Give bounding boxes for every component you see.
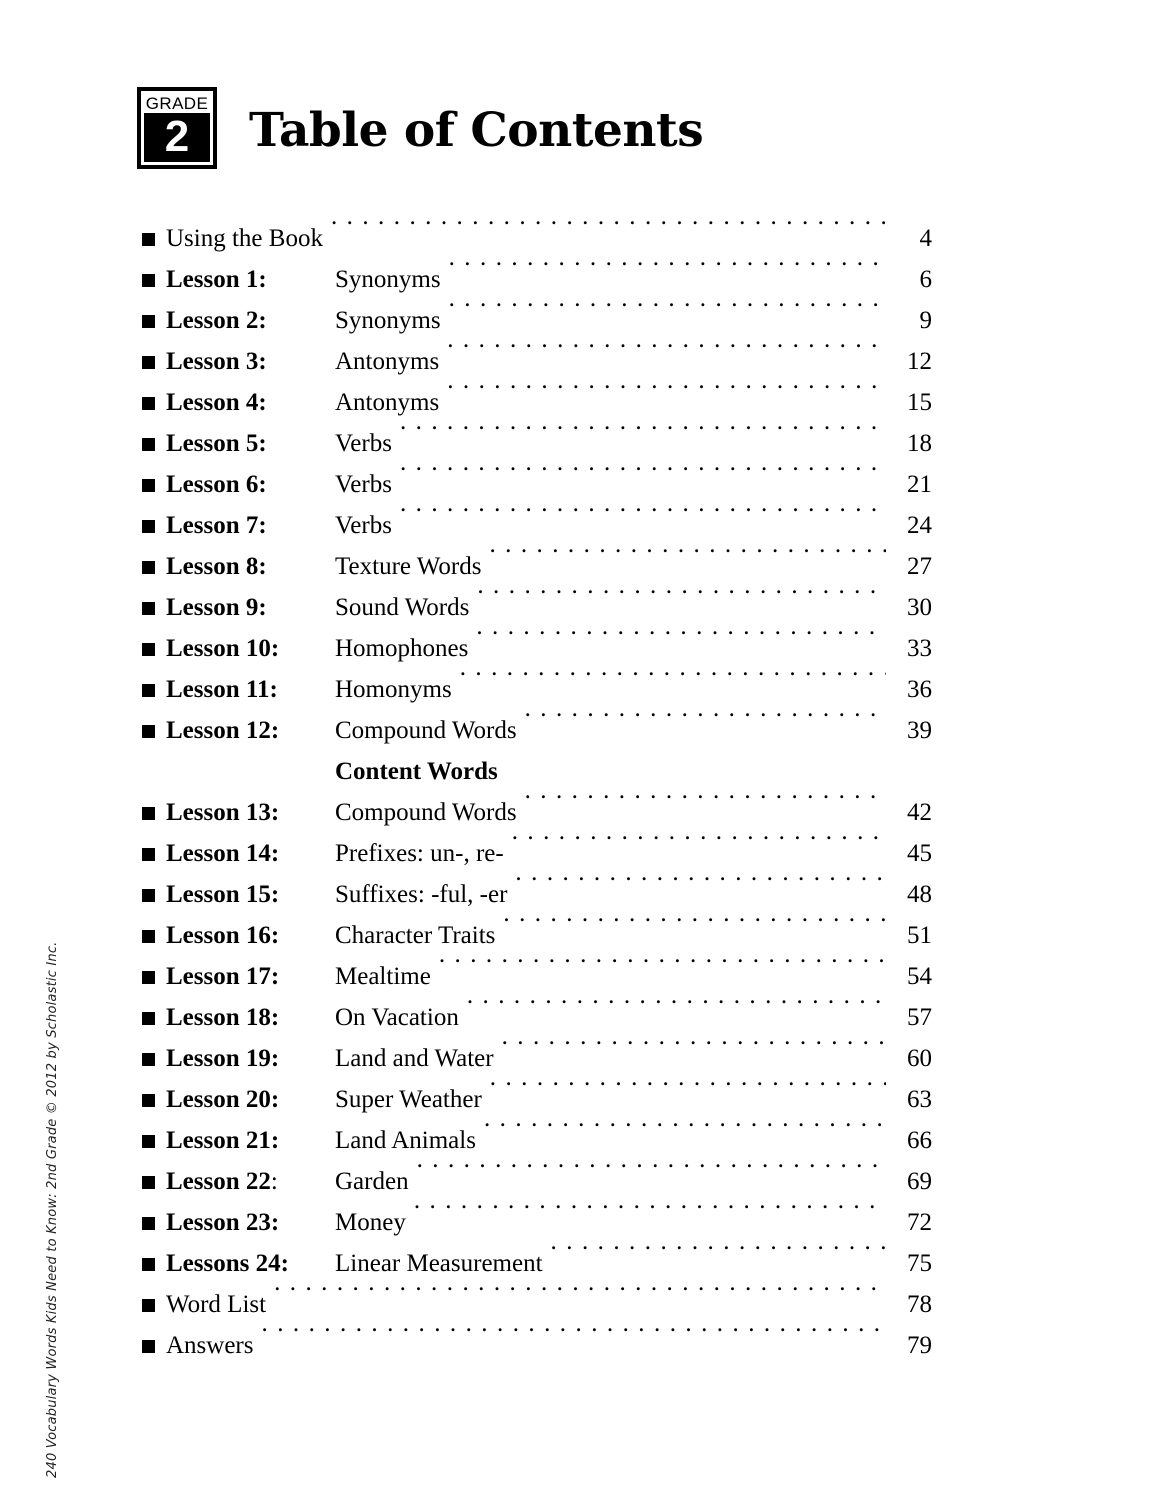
- toc-entry-title: Prefixes: un-, re-: [335, 840, 504, 867]
- toc-entry-title: Land and Water: [335, 1045, 494, 1072]
- copyright-text: 240 Vocabulary Words Kids Need to Know: 2nd Grade © 2012 by Scholastic Inc.: [45, 941, 60, 1478]
- toc-page-number: 42: [907, 799, 932, 826]
- toc-entry-title: On Vacation: [335, 1004, 459, 1031]
- leader-dots: [274, 1271, 886, 1312]
- toc-entry-label: Lesson 17:: [166, 963, 280, 990]
- toc-page-number: 60: [907, 1045, 932, 1072]
- toc-entry-label: Answers: [166, 1332, 254, 1359]
- square-bullet-icon: [142, 1080, 166, 1121]
- square-bullet-icon: [142, 711, 166, 752]
- square-bullet-icon: [142, 301, 166, 342]
- leader-dots: [484, 1107, 886, 1148]
- toc-entry-title: Linear Measurement: [335, 1250, 543, 1277]
- leader-dots: [439, 943, 886, 984]
- toc-entry-label: Lesson 13:: [166, 799, 280, 826]
- leader-dots: [460, 656, 886, 697]
- toc-entry-label: Lesson 22:: [166, 1168, 278, 1195]
- toc-page-number: 27: [907, 553, 932, 580]
- toc-page-number: 24: [907, 512, 932, 539]
- leader-dots: [525, 779, 886, 820]
- toc-entry-title: Compound Words: [335, 799, 517, 826]
- page-header: [137, 87, 703, 169]
- square-bullet-icon: [142, 629, 166, 670]
- leader-dots: [417, 1148, 886, 1189]
- toc-page-number: 75: [907, 1250, 932, 1277]
- toc-entry-label: Word List: [166, 1291, 267, 1318]
- leader-dots: [331, 205, 886, 246]
- toc-page-number: 79: [907, 1332, 932, 1359]
- toc-entry-title: Verbs: [335, 512, 392, 539]
- square-bullet-icon: [142, 793, 166, 834]
- toc-entry-label: Lesson 10:: [166, 635, 280, 662]
- toc-entry-label: Lesson 20:: [166, 1086, 280, 1113]
- square-bullet-icon: [142, 957, 166, 998]
- toc-page-number: 6: [919, 266, 932, 293]
- toc-entry-label: Lesson 14:: [166, 840, 280, 867]
- toc-entry-title: Sound Words: [335, 594, 470, 621]
- toc-page-number: 78: [907, 1291, 932, 1318]
- toc-page-number: 18: [907, 430, 932, 457]
- toc-entry-title: Mealtime: [335, 963, 431, 990]
- leader-dots: [551, 1230, 886, 1271]
- leader-dots: [449, 246, 886, 287]
- page-title: Table of Contents: [249, 103, 704, 158]
- square-bullet-icon: [142, 465, 166, 506]
- toc-entry-label: Lesson 15:: [166, 881, 280, 908]
- toc-entry-title: Synonyms: [335, 307, 441, 334]
- toc-page-number: 30: [907, 594, 932, 621]
- square-bullet-icon: [142, 342, 166, 383]
- toc-entry-title: Synonyms: [335, 266, 441, 293]
- leader-dots: [476, 615, 886, 656]
- leader-dots: [447, 328, 886, 369]
- toc-entry-label: Lesson 9:: [166, 594, 267, 621]
- table-of-contents: [142, 205, 932, 1359]
- toc-entry-title: Compound Words: [335, 717, 517, 744]
- square-bullet-icon: [142, 383, 166, 424]
- square-bullet-icon: [142, 916, 166, 957]
- toc-entry-title: Suffixes: -ful, -er: [335, 881, 508, 908]
- leader-dots: [447, 369, 886, 410]
- leader-dots: [512, 820, 886, 861]
- toc-entry-label: Lessons 24:: [166, 1250, 289, 1277]
- square-bullet-icon: [142, 998, 166, 1039]
- toc-page-number: 54: [907, 963, 932, 990]
- toc-entry-title: Verbs: [335, 430, 392, 457]
- toc-entry-title: Garden: [335, 1168, 409, 1195]
- toc-entry-label: Lesson 8:: [166, 553, 267, 580]
- section-heading-text: Content Words: [335, 758, 498, 785]
- leader-dots: [525, 697, 886, 738]
- toc-entry-label: Lesson 7:: [166, 512, 267, 539]
- square-bullet-icon: [142, 670, 166, 711]
- copyright-sidebar: [0, 0, 60, 1500]
- toc-entry-title: Verbs: [335, 471, 392, 498]
- square-bullet-icon: [142, 260, 166, 301]
- grade-badge-word: GRADE: [145, 94, 209, 113]
- toc-page-number: 9: [919, 307, 932, 334]
- toc-entry-label: Lesson 21:: [166, 1127, 280, 1154]
- toc-entry-title: Money: [335, 1209, 406, 1236]
- square-bullet-icon: [142, 1244, 166, 1285]
- toc-entry[interactable]: [142, 779, 932, 826]
- toc-entry-title: Super Weather: [335, 1086, 482, 1113]
- leader-dots: [400, 410, 886, 451]
- grade-badge-number: 2: [144, 113, 210, 162]
- toc-page-number: 72: [907, 1209, 932, 1236]
- toc-entry-label: Lesson 11:: [166, 676, 278, 703]
- toc-entry-title: Homonyms: [335, 676, 452, 703]
- leader-dots: [502, 1025, 886, 1066]
- toc-entry-label: Lesson 2:: [166, 307, 267, 334]
- toc-entry-title: Antonyms: [335, 389, 440, 416]
- leader-dots: [489, 533, 886, 574]
- toc-page-number: 66: [907, 1127, 932, 1154]
- square-bullet-icon: [142, 1121, 166, 1162]
- leader-dots: [490, 1066, 886, 1107]
- toc-entry-label: Lesson 19:: [166, 1045, 280, 1072]
- toc-entry-label: Lesson 5:: [166, 430, 267, 457]
- leader-dots: [449, 287, 886, 328]
- square-bullet-icon: [142, 588, 166, 629]
- toc-page-number: 51: [907, 922, 932, 949]
- toc-page-number: 45: [907, 840, 932, 867]
- square-bullet-icon: [142, 219, 166, 260]
- toc-entry-label: Lesson 23:: [166, 1209, 280, 1236]
- square-bullet-icon: [142, 424, 166, 465]
- toc-entry-title: Homophones: [335, 635, 469, 662]
- square-bullet-icon: [142, 1285, 166, 1326]
- square-bullet-icon: [142, 1162, 166, 1203]
- toc-page-number: 69: [907, 1168, 932, 1195]
- leader-dots: [506, 738, 886, 779]
- toc-entry-label: Lesson 12:: [166, 717, 280, 744]
- toc-page-number: 33: [907, 635, 932, 662]
- square-bullet-icon: [142, 1326, 166, 1367]
- toc-entry-title: Texture Words: [335, 553, 482, 580]
- toc-page-number: 12: [907, 348, 932, 375]
- toc-entry-title: Antonyms: [335, 348, 440, 375]
- toc-entry-label: Lesson 18:: [166, 1004, 280, 1031]
- leader-dots: [262, 1312, 887, 1353]
- leader-dots: [515, 861, 886, 902]
- toc-page-number: 4: [919, 225, 932, 252]
- toc-entry-label: Lesson 6:: [166, 471, 267, 498]
- toc-page-number: 36: [907, 676, 932, 703]
- toc-page-number: 57: [907, 1004, 932, 1031]
- leader-dots: [467, 984, 886, 1025]
- toc-entry-label: Lesson 3:: [166, 348, 267, 375]
- square-bullet-icon: [142, 1203, 166, 1244]
- toc-page-number: 15: [907, 389, 932, 416]
- square-bullet-icon: [142, 834, 166, 875]
- square-bullet-icon: [142, 752, 166, 793]
- leader-dots: [503, 902, 886, 943]
- leader-dots: [414, 1189, 886, 1230]
- leader-dots: [400, 451, 886, 492]
- square-bullet-icon: [142, 547, 166, 588]
- toc-entry-label: Lesson 1:: [166, 266, 267, 293]
- toc-page-number: 63: [907, 1086, 932, 1113]
- grade-badge: [137, 87, 217, 169]
- toc-entry-label: Lesson 16:: [166, 922, 280, 949]
- toc-entry[interactable]: [142, 205, 932, 252]
- toc-page-number: 48: [907, 881, 932, 908]
- leader-dots: [477, 574, 886, 615]
- toc-entry-label: Lesson 4:: [166, 389, 267, 416]
- toc-entry-title: Land Animals: [335, 1127, 476, 1154]
- toc-page-number: 21: [907, 471, 932, 498]
- square-bullet-icon: [142, 875, 166, 916]
- leader-dots: [400, 492, 886, 533]
- square-bullet-icon: [142, 1039, 166, 1080]
- toc-entry-label: Using the Book: [166, 225, 323, 252]
- toc-entry-title: Character Traits: [335, 922, 496, 949]
- toc-page-number: 39: [907, 717, 932, 744]
- square-bullet-icon: [142, 506, 166, 547]
